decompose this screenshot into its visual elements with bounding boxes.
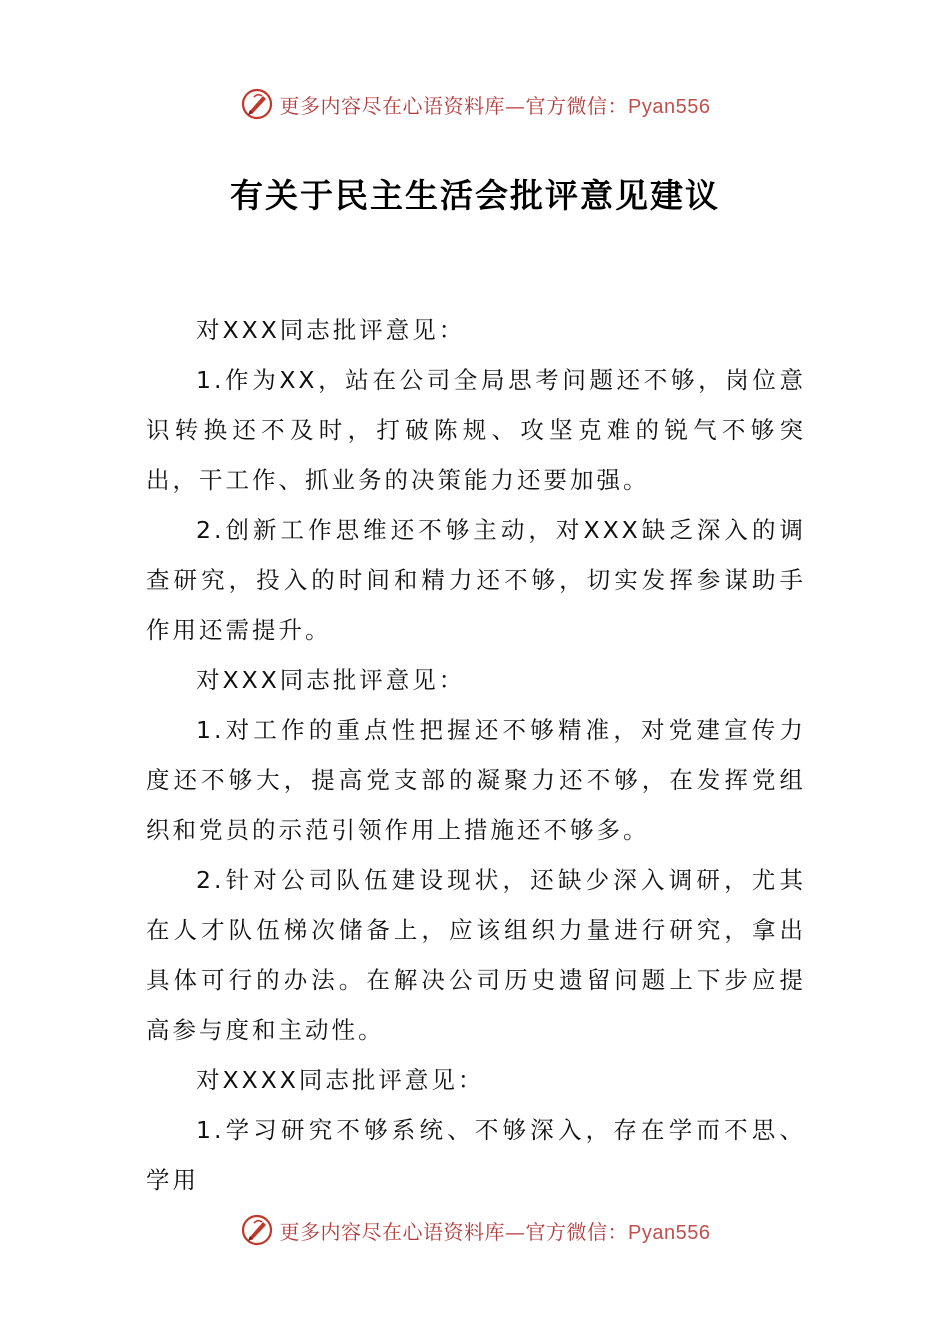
paragraph: 1.作为XX，站在公司全局思考问题还不够，岗位意识转换还不及时，打破陈规、攻坚克难的锐气不够突出，干工作、抓业务的决策能力还要加强。 xyxy=(146,366,806,494)
paragraph: 2.创新工作思维还不够主动，对XXX缺乏深入的调查研究，投入的时间和精力还不够，切实发挥参谋助手作用还需提升。 xyxy=(146,516,806,644)
banner-text: 更多内容尽在心语资料库—官方微信：Pyan556 xyxy=(279,93,711,118)
wechat-id: Pyan556 xyxy=(628,1221,711,1244)
paragraph: 1.对工作的重点性把握还不够精准，对党建宣传力度还不够大，提高党支部的凝聚力还不够，在发挥党组织和党员的示范引领作用上措施还不够多。 xyxy=(146,716,806,844)
pen-circle-logo-icon xyxy=(240,87,274,121)
paragraph: 2.针对公司队伍建设现状，还缺少深入调研，尤其在人才队伍梯次储备上，应该组织力量进行研究，拿出具体可行的办法。在解决公司历史遗留问题上下步应提高参与度和主动性。 xyxy=(146,866,806,1044)
footer-banner xyxy=(0,1210,950,1250)
section-heading: 对XXXX同志批评意见： xyxy=(196,1066,485,1094)
pen-circle-logo-icon xyxy=(240,1213,274,1247)
header-banner xyxy=(0,84,950,124)
section-heading: 对XXX同志批评意见： xyxy=(196,666,466,694)
paragraph: 1.学习研究不够系统、不够深入，存在学而不思、学用 xyxy=(146,1116,806,1194)
wechat-id: Pyan556 xyxy=(628,95,711,118)
document-body xyxy=(146,305,806,1205)
document-title: 有关于民主生活会批评意见建议 xyxy=(230,176,720,215)
banner-text: 更多内容尽在心语资料库—官方微信：Pyan556 xyxy=(279,1219,711,1244)
section-heading: 对XXX同志批评意见： xyxy=(196,316,466,344)
